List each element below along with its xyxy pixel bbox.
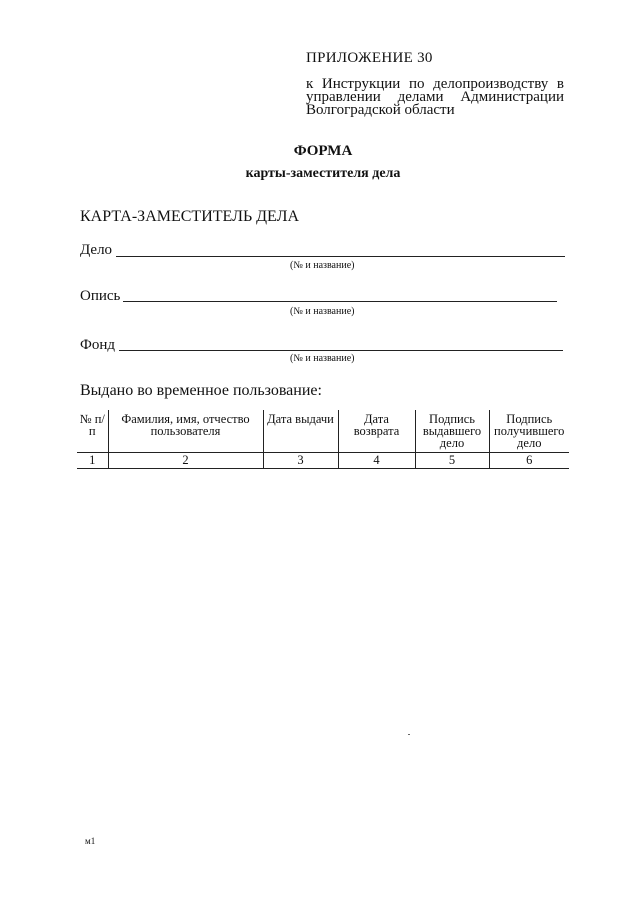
table-row: [77, 453, 569, 469]
column-number-cell: 6: [489, 453, 569, 469]
column-number-cell: 4: [338, 453, 415, 469]
fund-field-line[interactable]: [119, 350, 563, 351]
column-number-cell: 3: [263, 453, 338, 469]
form-title: ФОРМА: [293, 143, 353, 159]
case-field-hint: (№ и название): [290, 260, 355, 271]
issue-table: [77, 410, 569, 469]
scan-speck: [408, 734, 410, 735]
table-header-row: [77, 410, 569, 453]
column-header-number: № п/п: [77, 410, 108, 453]
inventory-field-line[interactable]: [123, 301, 557, 302]
column-header-receiver-signature: Подпись получившего дело: [489, 410, 569, 453]
column-number-cell: 2: [108, 453, 263, 469]
case-field-label: Дело: [80, 242, 113, 258]
fund-field-hint: (№ и название): [290, 353, 355, 364]
page-mark: м1: [85, 836, 96, 846]
inventory-field-hint: (№ и название): [290, 306, 355, 317]
column-header-issue-date: Дата выдачи: [263, 410, 338, 453]
column-header-return-date: Дата возврата: [338, 410, 415, 453]
form-subtitle: карты-заместителя дела: [245, 166, 401, 181]
column-number-cell: 5: [415, 453, 489, 469]
appendix-title: ПРИЛОЖЕНИЕ 30: [306, 50, 433, 66]
card-title: КАРТА-ЗАМЕСТИТЕЛЬ ДЕЛА: [80, 208, 300, 225]
column-header-user-name: Фамилия, имя, отчество пользователя: [108, 410, 263, 453]
fund-field-label: Фонд: [80, 337, 116, 353]
issued-label: Выдано во временное пользование:: [80, 382, 322, 399]
appendix-reference: к Инструкции по делопроизводству в управлении делами Администрации Волгоградской области: [306, 76, 564, 118]
column-header-issuer-signature: Подпись выдавшего дело: [415, 410, 489, 453]
case-field-line[interactable]: [116, 256, 565, 257]
column-number-cell: 1: [77, 453, 108, 469]
inventory-field-label: Опись: [80, 288, 121, 304]
